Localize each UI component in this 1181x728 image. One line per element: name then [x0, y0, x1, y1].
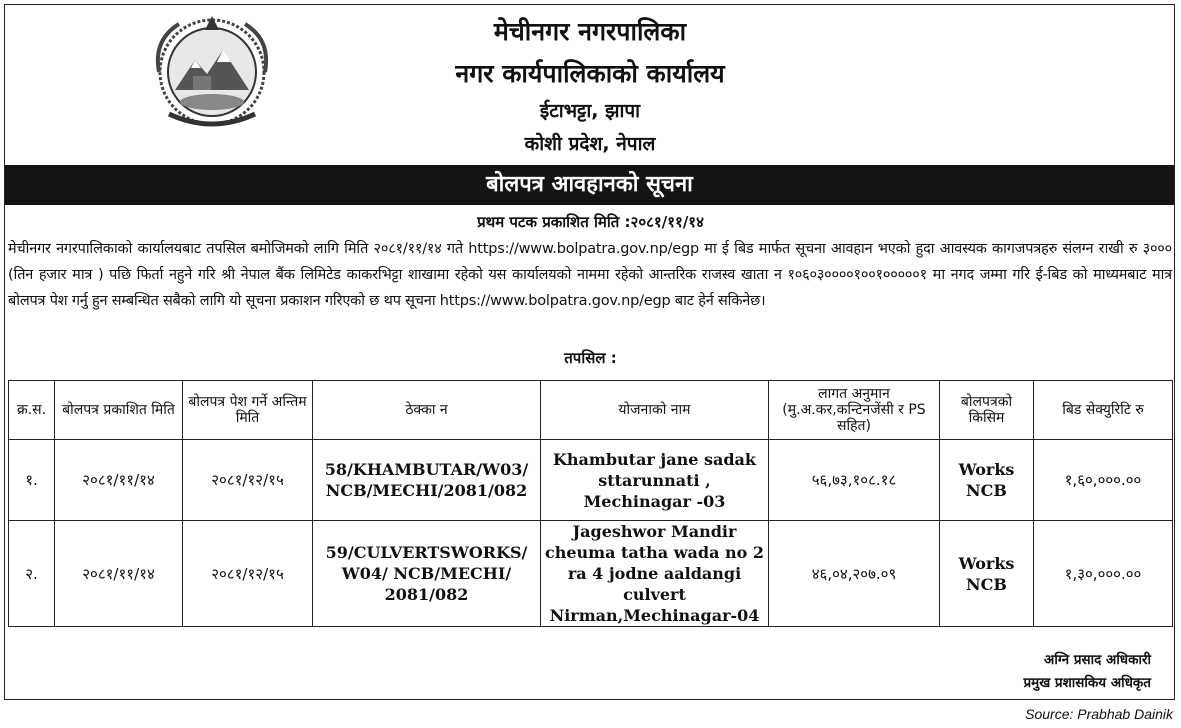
- col-header-bid-security: बिड सेक्युरिटि रु: [1034, 381, 1173, 440]
- table-header-row: [9, 381, 1173, 440]
- cell-bid-security: १,३०,०००.००: [1034, 521, 1173, 627]
- notice-title: बोलपत्र आवहानको सूचना: [5, 165, 1174, 205]
- cell-bid-security: १,६०,०००.००: [1034, 440, 1173, 521]
- cell-contract-no: 58/KHAMBUTAR/W03/ NCB/MECHI/2081/082: [313, 440, 541, 521]
- cell-cost-estimate: ५६,७३,१०८.१८: [769, 440, 940, 521]
- source-credit: Source: Prabhab Dainik: [1025, 706, 1173, 722]
- cell-project-name: Khambutar jane sadak sttarunnati , Mechinagar -03: [541, 440, 769, 521]
- tender-table: [8, 380, 1173, 627]
- col-header-sn: क्र.स.: [9, 381, 55, 440]
- col-header-bid-type: बोलपत्रको किसिम: [940, 381, 1034, 440]
- col-header-deadline: बोलपत्र पेश गर्ने अन्तिम मिति: [183, 381, 313, 440]
- cell-bid-type: Works NCB: [940, 521, 1034, 627]
- col-header-contract-no: ठेक्का न: [313, 381, 541, 440]
- cell-bid-type: Works NCB: [940, 440, 1034, 521]
- cell-project-name: Jageshwor Mandir cheuma tatha wada no 2 ra 4 jodne aaldangi culvert Nirman,Mechinagar-04: [541, 521, 769, 627]
- cell-published-date: २०८१/११/१४: [55, 440, 183, 521]
- publication-date: प्रथम पटक प्रकाशित मिति :२०८१/११/१४: [477, 213, 704, 231]
- table-row: [9, 521, 1173, 627]
- cell-deadline: २०८१/१२/१५: [183, 521, 313, 627]
- government-emblem-icon: [145, 10, 279, 130]
- cell-sn: २.: [9, 521, 55, 627]
- signatory-name: अग्नि प्रसाद अधिकारी: [1044, 652, 1151, 668]
- cell-published-date: २०८१/११/१४: [55, 521, 183, 627]
- office-location: ईटाभट्टा, झापा: [539, 100, 641, 122]
- col-header-published-date: बोलपत्र प्रकाशित मिति: [55, 381, 183, 440]
- cell-contract-no: 59/CULVERTSWORKS/ W04/ NCB/MECHI/ 2081/082: [313, 521, 541, 627]
- notice-body: मेचीनगर नगरपालिकाको कार्यालयबाट तपसिल बमोजिमको लागि मिति २०८१/११/१४ गते https://www.bolpatra.gov.np/egp मा ई बिड मार्फत सूचना आवहान भएको हुदा आवस्यक कागजपत्रहरु संलग्न राखी रु ३००० (तिन हजार मात्र ) पछि फिर्ता नहुने गरि श्री नेपाल बैंक लिमिटेड काकरभिट्टा शाखामा रहेको यस कार्यालयको नाममा रहेको आन्तरिक राजस्व खाता न १०६०३००००१००१०००००१ मा नगद जम्मा गरि ई-बिड को माध्यमबाट मात्र बोलपत्र पेश गर्नु हुन सम्बन्धित सबैको लागि यो सूचना प्रकाशन गरिएको छ थप सूचना https://www.bolpatra.gov.np/egp बाट हेर्न सकिनेछ।: [8, 241, 1172, 309]
- cell-deadline: २०८१/१२/१५: [183, 440, 313, 521]
- details-label: तपसिल :: [564, 349, 617, 367]
- col-header-cost-estimate: लागत अनुमान (मु.अ.कर,कन्टिनजेंसी र PS सहित): [769, 381, 940, 440]
- signatory-title: प्रमुख प्रशासकिय अधिकृत: [1023, 675, 1151, 691]
- table-row: [9, 440, 1173, 521]
- col-header-project-name: योजनाको नाम: [541, 381, 769, 440]
- office-name: नगर कार्यपालिकाको कार्यालय: [455, 59, 725, 88]
- province-country: कोशी प्रदेश, नेपाल: [524, 133, 656, 155]
- cell-sn: १.: [9, 440, 55, 521]
- cell-cost-estimate: ४६,०४,२०७.०९: [769, 521, 940, 627]
- municipality-name: मेचीनगर नगरपालिका: [493, 17, 687, 46]
